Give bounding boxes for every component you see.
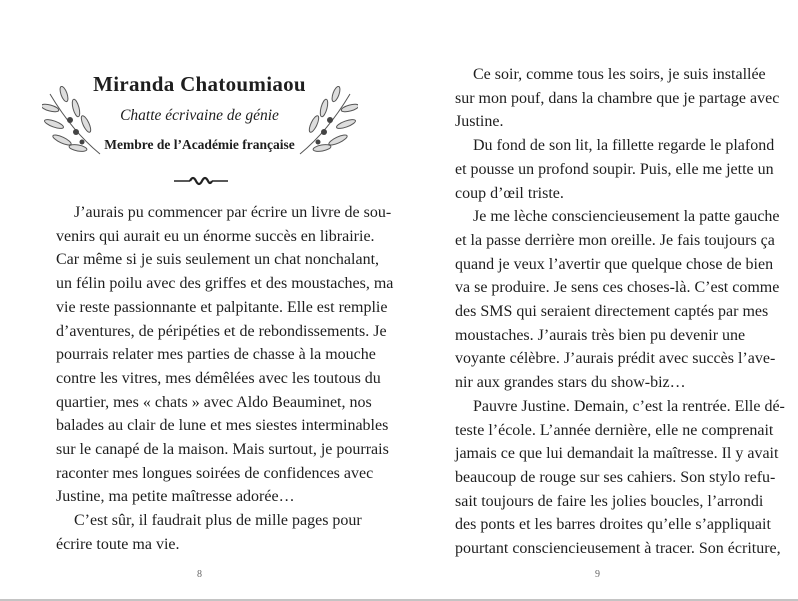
right-page	[399, 0, 798, 600]
text-line: C’est sûr, il faudrait plus de mille pages pour	[74, 512, 362, 530]
text-line: moustaches. J’aurais très bien pu devenir une	[455, 326, 746, 344]
text-line: sait toujours de faire les jolies boucles, l’arrondi	[455, 492, 764, 510]
text-line: quand je veux l’avertir que quelque chose de bien	[455, 255, 774, 273]
page-number: 8	[197, 569, 202, 580]
text-line: balades au clair de lune et mes siestes interminables	[56, 417, 389, 435]
text-line: Du fond de son lit, la fillette regarde le plafond	[473, 137, 775, 155]
text-line: va se produire. Je sens ces choses-là. C’est comme	[455, 279, 780, 297]
text-line: quartier, mes « chats » avec Aldo Beauminet, nos	[56, 393, 372, 411]
page-number: 9	[595, 569, 600, 580]
text-line: sur le canapé de la maison. Mais surtout, je pourrais	[56, 441, 389, 458]
text-line: pourtant consciencieusement à tracer. Son écriture,	[455, 540, 781, 557]
text-line: voyante célèbre. J’aurais prédit avec succès l’ave-	[455, 350, 776, 368]
text-line: sur mon pouf, dans la chambre que je partage avec	[455, 89, 780, 107]
text-line: contre les vitres, mes démêlées avec les toutous du	[56, 369, 381, 387]
text-line: Justine.	[455, 113, 504, 131]
author-title: Miranda Chatoumiaou	[93, 72, 306, 96]
text-line: jamais ce que lui demandait la maîtresse. Il y avait	[455, 445, 779, 463]
text-line: Ce soir, comme tous les soirs, je suis installée	[473, 66, 766, 83]
text-line: nir aux grandes stars du show-biz…	[455, 374, 686, 392]
text-line: Justine, ma petite maîtresse adorée…	[56, 488, 295, 506]
text-line: pourrais relater mes parties de chasse à la mouche	[56, 346, 376, 364]
text-line: beaucoup de rouge sur ses cahiers. Son stylo refu-	[455, 468, 776, 486]
text-line: vie reste passionnante et palpitante. Elle est remplie	[56, 298, 388, 316]
text-line: des SMS qui seraient directement captés par mes	[455, 303, 769, 320]
text-line: écrire toute ma vie.	[56, 535, 180, 553]
text-line: raconter mes longues soirées de confidences avec	[56, 464, 374, 482]
text-line: coup d’œil triste.	[455, 184, 564, 202]
text-line: teste l’école. L’année dernière, elle ne comprenait	[455, 421, 774, 439]
text-line: J’aurais pu commencer par écrire un livre de sou-	[74, 204, 392, 221]
text-line: venirs qui aurait eu un énorme succès en librairie.	[56, 227, 375, 245]
text-line: d’aventures, de péripéties et de rebondissements. Je	[56, 322, 387, 340]
text-line: des ponts et les barres droites qu’elle s’appliquait	[455, 516, 771, 534]
text-line: Je me lèche consciencieusement la patte gauche	[473, 208, 780, 226]
author-membership: Membre de l’Académie française	[104, 137, 295, 152]
author-subtitle: Chatte écrivaine de génie	[120, 107, 279, 124]
text-line: un félin poilu avec des griffes et des moustaches, ma	[56, 275, 394, 293]
text-line: et pousse un profond soupir. Puis, elle me jette un	[455, 160, 774, 178]
text-line: et la passe derrière mon oreille. Je fais toujours ça	[455, 231, 775, 249]
text-line: Pauvre Justine. Demain, c’est la rentrée. Elle dé-	[473, 397, 785, 415]
left-page	[0, 0, 399, 600]
flourish-ornament-icon	[172, 172, 230, 188]
text-line: Car même si je suis seulement un chat nonchalant,	[56, 251, 380, 269]
